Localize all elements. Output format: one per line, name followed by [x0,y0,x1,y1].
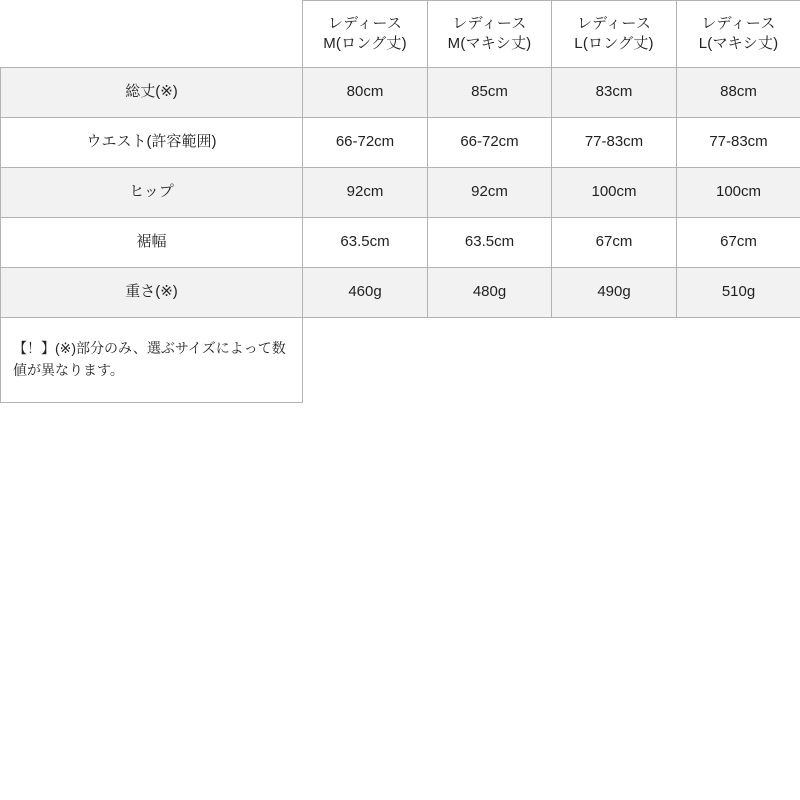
cell-value: 92cm [303,168,428,218]
cell-value: 77-83cm [552,118,677,168]
table-header-corner [1,1,303,68]
cell-value: 92cm [428,168,552,218]
column-header-ladies-l-maxi [677,1,800,68]
note-blank-cell [428,318,552,403]
cell-value: 490g [552,268,677,318]
cell-value: 66-72cm [428,118,552,168]
row-label: 重さ(※) [1,268,303,318]
cell-value: 63.5cm [303,218,428,268]
row-label: ウエスト(許容範囲) [1,118,303,168]
cell-value: 480g [428,268,552,318]
row-label: ヒップ [1,168,303,218]
note-blank-cell [552,318,677,403]
cell-value: 77-83cm [677,118,800,168]
table-row [1,68,800,118]
column-header-line2: L(マキシ丈) [698,35,779,52]
column-header-line1: レディース [327,14,403,32]
table-row [1,168,800,218]
size-note [1,318,303,403]
table-row [1,218,800,268]
column-header-line2: L(ロング丈) [574,35,654,52]
column-header-line1: レディース [452,14,527,32]
cell-value: 510g [677,268,800,318]
column-header-line2: M(マキシ丈) [447,35,532,52]
table-note-row [1,318,800,403]
cell-value: 88cm [677,68,800,118]
cell-value: 66-72cm [303,118,428,168]
cell-value: 100cm [552,168,677,218]
cell-value: 63.5cm [428,218,552,268]
cell-value: 460g [303,268,428,318]
size-note-text: 【！】(※)部分のみ、選ぶサイズによって数値が異なります。 [13,339,286,378]
row-label: 裾幅 [1,218,303,268]
cell-value: 80cm [303,68,428,118]
cell-value: 100cm [677,168,800,218]
column-header-line2: M(ロング丈) [323,35,407,52]
table-row [1,268,800,318]
cell-value: 83cm [552,68,677,118]
cell-value: 67cm [552,218,677,268]
row-label: 総丈(※) [1,68,303,118]
note-blank-cell [303,318,428,403]
column-header-line1: レディース [701,14,776,32]
note-blank-cell [677,318,800,403]
column-header-line1: レディース [576,14,652,32]
column-header-ladies-l-long [552,1,677,68]
column-header-ladies-m-maxi [428,1,552,68]
cell-value: 85cm [428,68,552,118]
table-header-row [1,1,800,68]
cell-value: 67cm [677,218,800,268]
table-row [1,118,800,168]
column-header-ladies-m-long [303,1,428,68]
